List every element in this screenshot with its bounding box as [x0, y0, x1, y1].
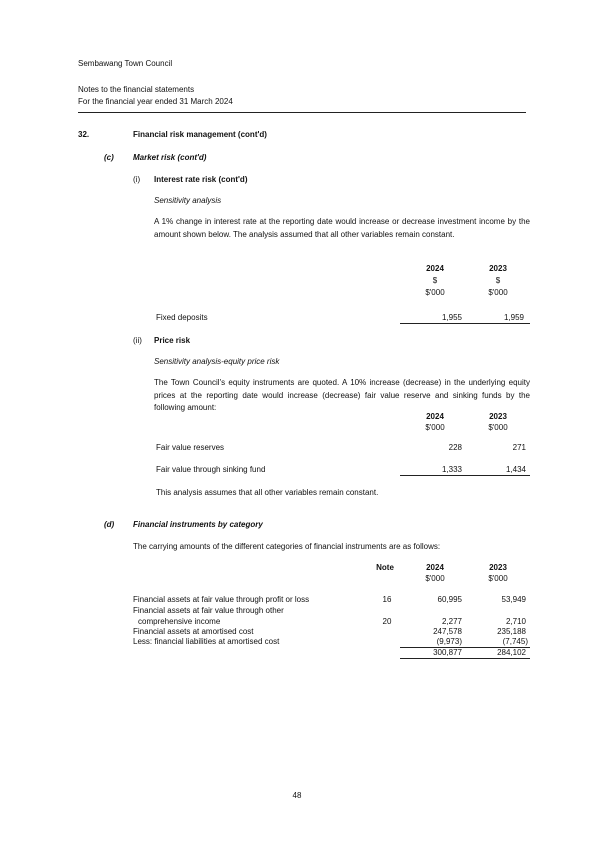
- sub-ii-total-rule: [400, 475, 530, 476]
- table-row-value-2023: (7,745): [502, 637, 528, 646]
- page-number: 48: [292, 791, 302, 800]
- sub-i-unit-thousands-2024: $'000: [425, 288, 445, 297]
- sub-i-title: Interest rate risk (cont'd): [154, 175, 248, 184]
- period-line: For the financial year ended 31 March 2024: [78, 97, 233, 106]
- table-row-value-2023: 2,710: [505, 617, 526, 626]
- sub-i-heading: Sensitivity analysis: [154, 196, 222, 205]
- section-d-unit-2023: $'000: [488, 574, 508, 583]
- section-d-col-2023: 2023: [489, 563, 507, 572]
- sub-i-unit-dollar-2024: $: [432, 276, 438, 285]
- sub-i-unit-thousands-2023: $'000: [488, 288, 508, 297]
- table-row-value-2024: 2,277: [441, 617, 462, 626]
- table-row-value-2023: 53,949: [501, 595, 526, 604]
- section-d-col-2024: 2024: [426, 563, 444, 572]
- table-row-label: Fair value through sinking fund: [156, 465, 266, 474]
- section-d-intro: The carrying amounts of the different categories of financial instruments are as follows:: [133, 542, 441, 551]
- sub-ii-heading: Sensitivity analysis-equity price risk: [154, 357, 280, 366]
- table-row-value-2024: 60,995: [437, 595, 462, 604]
- table-row-note: 20: [382, 617, 392, 626]
- sub-i-paragraph: A 1% change in interest rate at the reporting date would increase or decrease investment income by the amount shown below. The analysis assumed that all other variables remain constant.: [154, 217, 530, 239]
- table-row-label: Less: financial liabilities at amortised cost: [133, 637, 280, 646]
- sub-ii-title: Price risk: [154, 336, 191, 345]
- table-row-value-2024: (9,973): [436, 637, 462, 646]
- note-number: 32.: [78, 130, 90, 139]
- sub-i-unit-dollar-2023: $: [495, 276, 501, 285]
- section-d-unit-2024: $'000: [425, 574, 445, 583]
- sub-i-label: (i): [133, 175, 141, 184]
- table-row-value-2024: 228: [448, 443, 462, 452]
- table-row-value-2024: 247,578: [433, 627, 462, 636]
- sub-i-col-2024: 2024: [426, 264, 444, 273]
- table-row-value-2023: 271: [512, 443, 526, 452]
- sub-ii-col-2023: 2023: [489, 412, 507, 421]
- org-name: Sembawang Town Council: [78, 59, 173, 68]
- fixed-deposits-2024: 1,955: [441, 313, 462, 322]
- header-rule: [78, 112, 526, 113]
- total-2024: 300,877: [433, 648, 462, 657]
- sub-ii-paragraph: The Town Council's equity instruments are quoted. A 10% increase (decrease) in the underlying equity prices at the reporting date would increase (decrease) fair value reserve and sinking funds by the following amount:: [154, 378, 530, 412]
- sub-i-col-2023: 2023: [489, 264, 507, 273]
- section-c-label: (c): [104, 153, 114, 162]
- table-row-label: Financial assets at fair value through other: [133, 606, 284, 615]
- section-d-col-note: Note: [376, 563, 394, 572]
- total-2023: 284,102: [497, 648, 526, 657]
- table-row-value-2023: 235,188: [497, 627, 526, 636]
- table-row-label: Financial assets at amortised cost: [133, 627, 254, 636]
- note-title: Financial risk management (cont'd): [133, 130, 267, 139]
- fixed-deposits-label: Fixed deposits: [156, 313, 208, 322]
- section-c-title: Market risk (cont'd): [133, 153, 207, 162]
- sub-ii-unit-2024: $'000: [425, 423, 445, 432]
- fixed-deposits-2023: 1,959: [503, 313, 524, 322]
- section-d-label: (d): [104, 520, 115, 529]
- sub-ii-label: (ii): [133, 336, 142, 345]
- table-row-value-2024: 1,333: [441, 465, 462, 474]
- total-rule: [400, 658, 530, 659]
- sub-ii-unit-2023: $'000: [488, 423, 508, 432]
- sub-i-total-rule: [400, 323, 530, 324]
- section-d-title: Financial instruments by category: [133, 520, 263, 529]
- table-row-note: 16: [382, 595, 392, 604]
- table-row-label: comprehensive income: [138, 617, 221, 626]
- sub-ii-col-2024: 2024: [426, 412, 444, 421]
- sub-ii-footer: This analysis assumes that all other variables remain constant.: [156, 488, 379, 497]
- table-row-label: Fair value reserves: [156, 443, 225, 452]
- table-row-label: Financial assets at fair value through profit or loss: [133, 595, 310, 604]
- table-row-value-2023: 1,434: [505, 465, 526, 474]
- notes-title: Notes to the financial statements: [78, 85, 195, 94]
